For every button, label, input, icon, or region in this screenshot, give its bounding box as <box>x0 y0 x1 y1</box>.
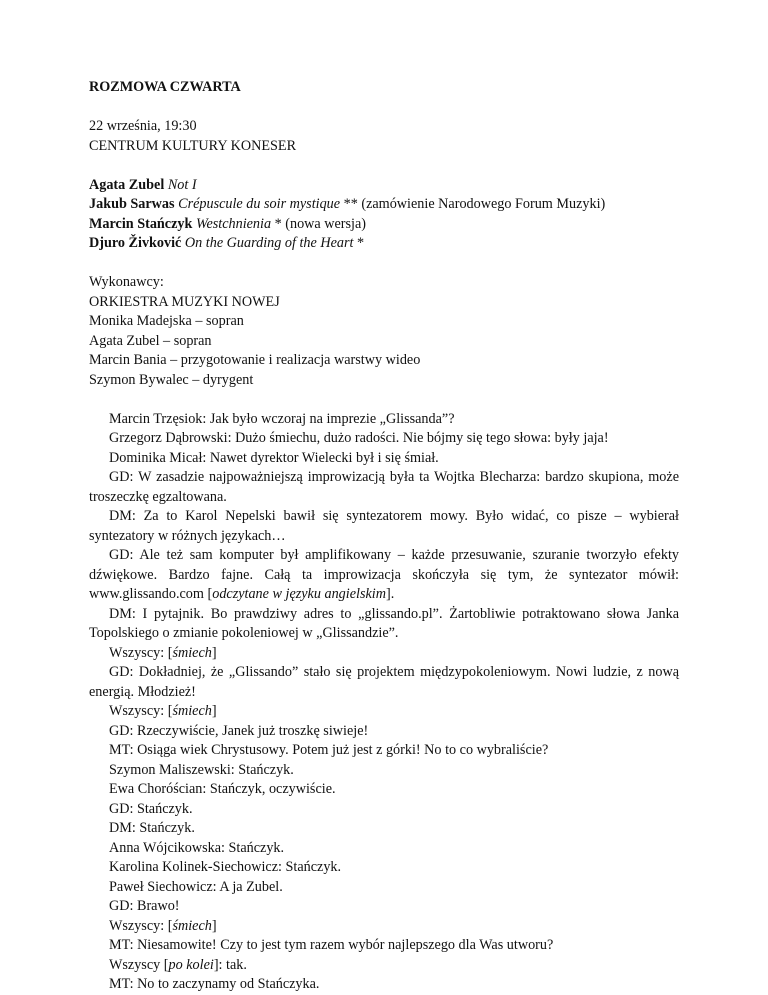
dialogue-line: GD: Stańczyk. <box>109 800 193 817</box>
dialogue-line: MT: Niesamowite! Czy to jest tym razem wybór najlepszego dla Was utworu? <box>109 937 554 953</box>
dialogue-line: DM: I pytajnik. Bo prawdziwy adres to „glissando.pl”. Żartobliwie potraktowano słowa Janka Topolskiego o zmianie pokoleniowej w „Glissandzie”. <box>89 605 679 641</box>
dialogue-text: ]: tak. <box>213 956 247 973</box>
dialogue-text: Wszyscy: [ <box>109 917 173 934</box>
dialogue-line <box>89 917 679 937</box>
dialogue-line: GD: Dokładniej, że „Glissando” stało się projektem międzypokoleniowym. Nowi ludzie, z nową energią. Młodzież! <box>89 664 679 700</box>
performer-item: ORKIESTRA MUZYKI NOWEJ <box>89 293 280 310</box>
performer-item: Agata Zubel – sopran <box>89 332 212 349</box>
stage-direction: śmiech <box>172 644 212 661</box>
dialogue-line: Ewa Choróścian: Stańczyk, oczywiście. <box>109 781 336 797</box>
work-note: * (nowa wersja) <box>271 215 367 232</box>
composer-name: Jakub Sarwas <box>89 196 175 212</box>
program-item <box>89 234 679 254</box>
stage-direction: śmiech <box>172 703 212 719</box>
dialogue-line: Szymon Maliszewski: Stańczyk. <box>109 761 294 778</box>
dialogue-line: GD: Brawo! <box>109 898 180 914</box>
dialogue-line <box>89 956 679 976</box>
dialogue-line <box>89 702 679 722</box>
program-item <box>89 215 679 235</box>
dialogue-line: GD: W zasadzie najpoważniejszą improwizacją była ta Wojtka Blecharza: bardzo skupiona, może troszeczkę egzaltowana. <box>89 469 679 505</box>
work-title: On the Guarding of the Heart <box>184 235 354 251</box>
work-note: ** (zamówienie Narodowego Forum Muzyki) <box>340 196 606 212</box>
event-date: 22 września, 19:30 <box>89 118 197 134</box>
document-page <box>89 78 679 995</box>
dialogue-line: MT: Osiąga wiek Chrystusowy. Potem już jest z górki! No to co wybraliście? <box>109 742 549 758</box>
stage-direction: odczytane w języku angielskim <box>212 586 386 602</box>
work-title: Not I <box>167 176 197 193</box>
work-note: * <box>353 235 365 251</box>
dialogue-text: Wszyscy: [ <box>109 703 173 719</box>
dialogue-line: Dominika Micał: Nawet dyrektor Wielecki był i się śmiał. <box>109 449 439 466</box>
program-item <box>89 176 679 196</box>
composer-name: Marcin Stańczyk <box>89 215 193 232</box>
dialogue-line: DM: Za to Karol Nepelski bawił się syntezatorem mowy. Było widać, co pisze – wybierał syntezatory w różnych językach… <box>89 508 679 544</box>
dialogue-line: Marcin Trzęsiok: Jak było wczoraj na imprezie „Glissanda”? <box>109 410 455 427</box>
dialogue-text: ]. <box>385 586 395 602</box>
dialogue-line: GD: Rzeczywiście, Janek już troszkę siwieje! <box>109 722 369 739</box>
dialogue-text: GD: Ale też sam komputer był amplifikowany – każde przesuwanie, szuranie tworzyło efekty dźwiękowe. Bardzo fajne. Całą ta improwizacja skończyła się tym, że syntezator mówił: www.glissando.com [ <box>89 547 679 602</box>
performer-item: Marcin Bania – przygotowanie i realizacja warstwy wideo <box>89 352 421 368</box>
work-title: Westchnienia <box>195 215 272 232</box>
dialogue-line: DM: Stańczyk. <box>109 820 195 836</box>
document-title: ROZMOWA CZWARTA <box>89 79 241 95</box>
dialogue-line: Karolina Kolinek-Siechowicz: Stańczyk. <box>109 859 342 875</box>
composer-name: Agata Zubel <box>89 176 165 193</box>
composer-name: Djuro Živković <box>89 235 182 251</box>
stage-direction: po kolei <box>168 956 214 973</box>
work-title: Crépuscule du soir mystique <box>178 196 341 212</box>
dialogue-line: Grzegorz Dąbrowski: Dużo śmiechu, dużo radości. Nie bójmy się tego słowa: były jaja! <box>109 430 609 446</box>
dialogue-line: Paweł Siechowicz: A ja Zubel. <box>109 878 283 895</box>
performer-item: Monika Madejska – sopran <box>89 313 244 329</box>
program-item <box>89 195 679 215</box>
dialogue-line: Anna Wójcikowska: Stańczyk. <box>109 839 285 856</box>
performers-heading: Wykonawcy: <box>89 274 164 290</box>
dialogue-line <box>89 546 679 605</box>
dialogue-text: ] <box>211 917 217 934</box>
stage-direction: śmiech <box>172 917 212 934</box>
performer-item: Szymon Bywalec – dyrygent <box>89 371 254 388</box>
dialogue-text: ] <box>211 703 217 719</box>
dialogue-line: MT: No to zaczynamy od Stańczyka. <box>109 976 320 992</box>
dialogue-text: Wszyscy: [ <box>109 644 173 661</box>
dialogue-line <box>89 644 679 664</box>
event-venue: CENTRUM KULTURY KONESER <box>89 137 297 154</box>
dialogue-text: Wszyscy [ <box>109 956 169 973</box>
dialogue-text: ] <box>211 644 217 661</box>
